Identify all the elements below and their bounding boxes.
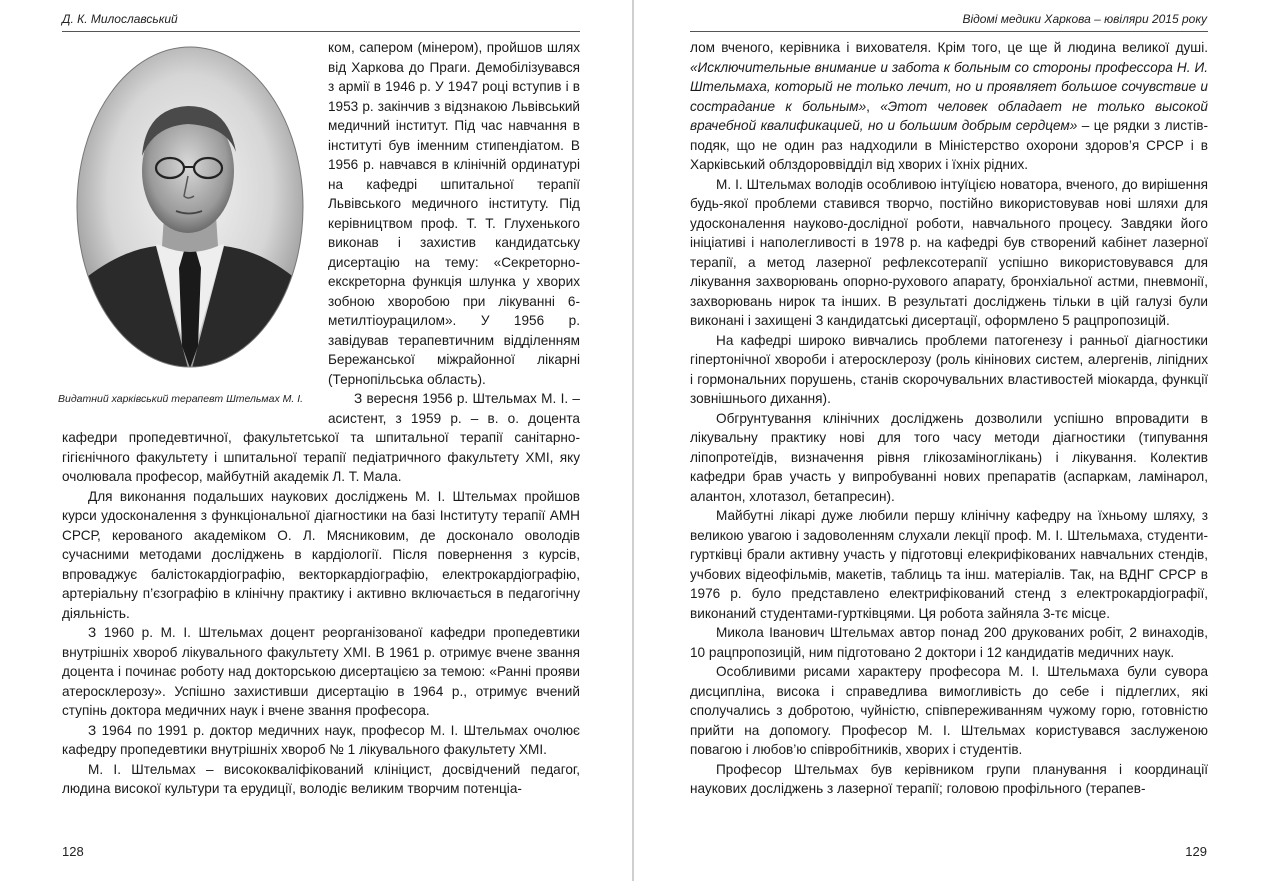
- left-paragraph-1: ком, сапером (мінером), пройшов шлях від Харкова до Праги. Демобілізувався з армії в 1946 р. У 1947 році вступив і в 1953 р. закінчив з відзнакою Львівський медичний інститут. Під час навчання в інституті був іменним стипендіатом. В 1956 р. навчався в клінічній ординатурі на кафедрі шпитальної терапії Львівського медичного інституту. Під керівництвом проф. Т. Т. Глухенького виконав і захистив кандидатську дисертацію на тему: «Секреторно-екскреторна функція шлунка у хворих зобною хворобою при лікуванні 6-метилтіоурацилом». У 1956 р. завідував терапевтичним відділенням Бережанської міжрайонної лікарні (Тернопільська область).: [328, 40, 580, 387]
- left-header-rule: [62, 31, 580, 32]
- right-paragraph-2: М. І. Штельмах володів особливою інтуїцією новатора, вченого, до вирішення будь-якої проблеми ставився творчо, постійно використовував нові шляхи для удосконалення науково-дослідної роботи, навчального процесу. Завдяки його ініціативі і наполегливості в 1978 р. на кафедрі був створений кабінет лазерної терапії, а метод лазерної рефлексотерапії успішно використовувався для лікування захворювань опорно-рухового апарату, бронхіальної астми, пневмонії, захворювань нирок та інших. В результаті досліджень тільки в цій галузі були виконані і захищені 3 кандидатські дисертації, оформлено 5 рацпропозицій.: [690, 176, 1208, 328]
- patient-quote-1: «Исключительные внимание и забота к больным со стороны профессора Н. И. Штельмаха, который не только лечит, но и проявляет большое сочувствие и сострадание к больным»: [690, 59, 1208, 114]
- right-page-number: 129: [1185, 844, 1207, 859]
- right-paragraph-1-tail: – це рядки з листів-подяк, що не один раз надходили в Міністерство охорони здоров’я СРСР і в Харківський облздороввідділ від хворих і їхніх рідних.: [690, 118, 1208, 172]
- portrait-photo: [76, 46, 304, 368]
- right-paragraph-5: Майбутні лікарі дуже любили першу клінічну кафедру на їхньому шляху, з великою увагою і задоволенням слухали лекції проф. М. І. Штельмаха, студенти-гуртківці брали активну участь у підготовці елекрифікованих навчальних стендів, учбових відеофільмів, макетів, таблиць та інш. матеріалів. Так, на ВДНГ СРСР в 1976 р. було представлено електрифікований стенд з електрокардіографії, виконаний студентами-гуртківцями. Ця робота зайняла 3-тє місце.: [690, 508, 1208, 621]
- right-paragraph-1-lead: лом вченого, керівника і вихователя. Крім того, це ще й людина великої душі.: [690, 40, 1208, 55]
- right-paragraph-8: Професор Штельмах був керівником групи планування і координації наукових досліджень з лазерної терапії; головою профільного (терапев-: [690, 761, 1208, 796]
- portrait-figure: [58, 38, 320, 420]
- left-paragraph-2: З вересня 1956 р. Штельмах М. І. – асистент, з 1959 р. – в. о. доцента кафедри пропедевтичної, факультетської та шпитальної терапії санітарно-гігієнічного факультету і шпитальної терапії педіатричного факультету ХМІ, яку очолювала професор, майбутній академік Л. Т. Мала.: [62, 391, 580, 484]
- left-text-column: [58, 38, 580, 799]
- quote-separator: ,: [866, 98, 881, 114]
- right-paragraph-1: [690, 38, 1208, 175]
- right-paragraph-4: Обгрунтування клінічних досліджень дозволили успішно впровадити в лікувальну практику нові для того часу методи діагностики (типування ліпопротеїдів, визначення рівня глікозаміноглікань) і лікування. Колектив кафедри брав участь у випробуванні нових препаратів (аспаркам, ламінарол, алантон, хлотазол, бетапресин).: [690, 410, 1208, 504]
- portrait-caption: Видатний харківський терапевт Штельмах М. І.: [58, 393, 304, 405]
- left-page-number: 128: [62, 844, 84, 859]
- left-paragraph-6: М. І. Штельмах – висококваліфікований клініцист, досвідчений педагог, людина високої культури та ерудиції, володіє великим творчим потенціа-: [62, 761, 580, 796]
- left-page: [0, 0, 632, 881]
- right-running-head: Відомі медики Харкова – ювіляри 2015 року: [962, 12, 1207, 26]
- right-paragraph-3: На кафедрі широко вивчались проблеми патогенезу і ранньої діагностики гіпертонічної хвороби і атеросклерозу (роль кінінових систем, алергенів, ліпідних і гормональних порушень, станів скорочувальних властивостей міокарда, функції зовнішнього дихання).: [690, 332, 1208, 406]
- right-page: [634, 0, 1267, 881]
- patient-quote-2: «Этот человек обладает не только высокой врачебной квалификацией, но и большим добрым сердцем»: [690, 98, 1208, 133]
- left-paragraph-5: З 1964 по 1991 р. доктор медичних наук, професор М. І. Штельмах очолює кафедру пропедевтики внутрішніх хвороб № 1 лікувального факультету ХМІ.: [62, 722, 580, 757]
- right-header-rule: [690, 31, 1208, 32]
- left-paragraph-4: З 1960 р. М. І. Штельмах доцент реорганізованої кафедри пропедевтики внутрішніх хвороб лікувального факультету ХМІ. В 1961 р. отримує вчене звання доцента і починає роботу над докторською дисертацією за темою: «Ранні прояви атеросклерозу». Успішно захистивши дисертацію в 1964 р., отримує вчений ступінь доктора медичних наук і вчене звання професора.: [62, 625, 580, 718]
- right-text-column: [690, 38, 1208, 799]
- right-paragraph-6: Микола Іванович Штельмах автор понад 200 друкованих робіт, 2 винаходів, 10 рацпропозицій, ним підготовано 2 доктори і 12 кандидатів медичних наук.: [690, 625, 1208, 660]
- left-running-head: Д. К. Милославський: [62, 12, 178, 26]
- right-paragraph-7: Особливими рисами характеру професора М. І. Штельмаха були сувора дисципліна, висока і справедлива вимогливість до себе і підлеглих, які сполучались з добротою, чуйністю, співпереживанням чужому горю, готовністю прийти на допомогу. Професор М. І. Штельмах користувався заслуженою повагою і любов’ю співробітників, хворих і студентів.: [690, 664, 1208, 757]
- left-paragraph-3: Для виконання подальших наукових досліджень М. І. Штельмах пройшов курси удосконалення з функціональної діагностики на базі Інституту терапії АМН СРСР, керованого академіком О. Л. Мясниковим, де досконало оволодів сучасними методами досліджень в кардіології. Після повернення з курсів, впроваджує балістокардіографію, векторкардіографію, електрокардіографію, артеріальну п’єзографію в клінічну практику і активно включається в педагогічну діяльність.: [62, 488, 580, 621]
